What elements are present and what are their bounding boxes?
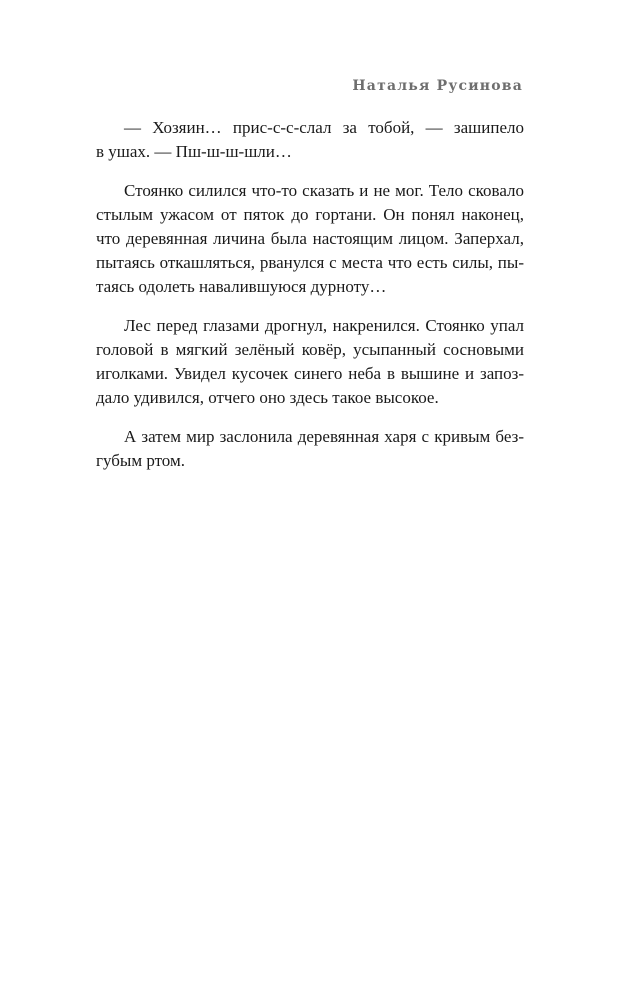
text-line: дало удивился, отчего оно здесь такое высокое. [96, 388, 439, 407]
text-line: А затем мир заслонила деревянная харя с кривым без- [124, 427, 524, 446]
text-line: пытаясь откашляться, рванулся с места что есть силы, пы- [96, 253, 524, 272]
running-header-author: Наталья Русинова [352, 78, 523, 94]
paragraph [96, 425, 524, 473]
text-line: таясь одолеть навалившуюся дурноту… [96, 277, 387, 296]
text-line: губым ртом. [96, 451, 185, 470]
text-line: в ушах. — Пш-ш-ш-шли… [96, 142, 292, 161]
text-line: Стоянко силился что-то сказать и не мог. Тело сковало [124, 181, 524, 200]
text-line: головой в мягкий зелёный ковёр, усыпанный сосновыми [96, 340, 524, 359]
paragraph [96, 179, 524, 299]
text-line: что деревянная личина была настоящим лицом. Заперхал, [96, 229, 524, 248]
text-line: Лес перед глазами дрогнул, накренился. Стоянко упал [124, 316, 524, 335]
text-line: иголками. Увидел кусочек синего неба в вышине и запоз- [96, 364, 524, 383]
body-text [96, 116, 524, 488]
text-line: стылым ужасом от пяток до гортани. Он понял наконец, [96, 205, 524, 224]
text-line: — Хозяин… прис-с-с-слал за тобой, — зашипело [124, 118, 524, 137]
paragraph [96, 314, 524, 410]
paragraph [96, 116, 524, 164]
